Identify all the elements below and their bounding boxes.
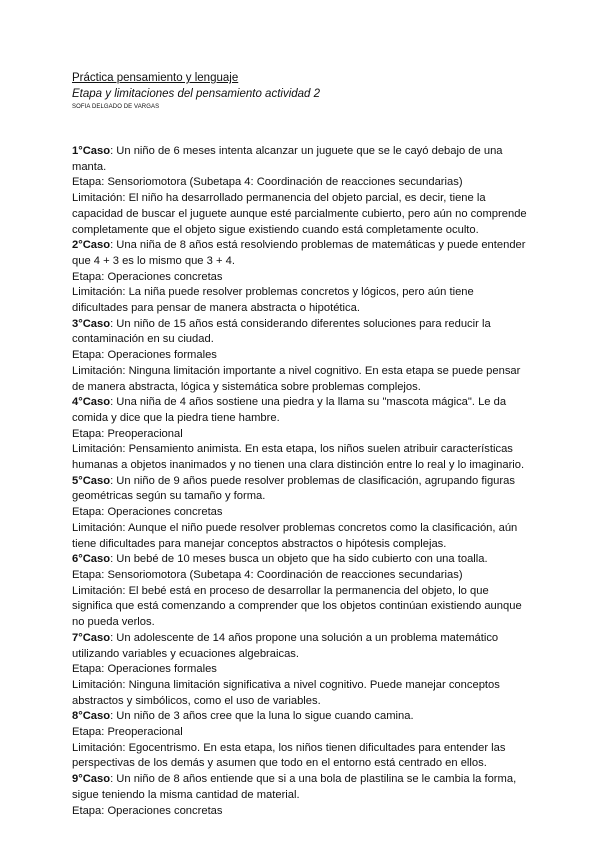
case-text: : Un niño de 6 meses intenta alcanzar un juguete que se le cayó debajo de una manta.	[72, 145, 503, 173]
case-stage: Etapa: Operaciones concretas	[72, 506, 223, 519]
case-stage: Etapa: Sensoriomotora (Subetapa 4: Coordinación de reacciones secundarias)	[72, 568, 463, 581]
case-limitation: Limitación: Aunque el niño puede resolver problemas concretos como la clasificación, aún tiene dificultades para manejar conceptos abstractos o hipótesis complejas.	[72, 521, 518, 550]
case-number: 5°Caso	[72, 474, 111, 487]
case-number: 3°Caso	[72, 317, 111, 330]
case-number: 6°Caso	[72, 553, 111, 566]
case-number: 7°Caso	[72, 631, 111, 644]
case-limitation: Limitación: Ninguna limitación importante a nivel cognitivo. En esta etapa se puede pensar de manera abstracta, lógica y sistemática sobre problemas complejos.	[72, 364, 521, 393]
case-number: 9°Caso	[72, 773, 111, 786]
case-number: 8°Caso	[72, 710, 111, 723]
case-text: : Una niña de 8 años está resolviendo problemas de matemáticas y puede entender que 4 + 3 es lo mismo que 3 + 4.	[72, 239, 526, 267]
case-description	[72, 709, 532, 725]
case-stage: Etapa: Preoperacional	[72, 427, 183, 440]
case-stage: Etapa: Operaciones formales	[72, 663, 217, 676]
case-description	[72, 238, 532, 269]
case-stage: Etapa: Operaciones concretas	[72, 804, 223, 817]
case-description	[72, 144, 532, 175]
case-stage: Etapa: Sensoriomotora (Subetapa 4: Coordinación de reacciones secundarias)	[72, 176, 463, 189]
case-text: : Un niño de 9 años puede resolver problemas de clasificación, agrupando figuras geométricas según su tamaño y forma.	[72, 474, 515, 503]
case-stage: Etapa: Preoperacional	[72, 726, 183, 739]
case-limitation: Limitación: Pensamiento animista. En esta etapa, los niños suelen atribuir características humanas a objetos inanimados y no tienen una clara distinción entre lo real y lo imaginario.	[72, 443, 525, 472]
case-description	[72, 772, 532, 803]
case-text: : Un niño de 3 años cree que la luna lo sigue cuando camina.	[110, 710, 414, 723]
case-description	[72, 631, 532, 662]
author-name: SOFIA DELGADO DE VARGAS	[72, 104, 160, 110]
case-limitation: Limitación: La niña puede resolver problemas concretos y lógicos, pero aún tiene dificultades para pensar de manera abstracta o hipotética.	[72, 286, 474, 315]
case-description	[72, 395, 532, 426]
case-limitation: Limitación: El niño ha desarrollado permanencia del objeto parcial, es decir, tiene la capacidad de buscar el juguete aunque esté parcialmente cubierto, pero aún no comprende completamente que el objeto sigue existiendo cuando está completamente oculto.	[72, 192, 527, 236]
case-stage: Etapa: Operaciones formales	[72, 349, 217, 362]
case-description	[72, 317, 532, 348]
case-text: : Una niña de 4 años sostiene una piedra y la llama su "mascota mágica". Le da comida y dice que la piedra tiene hambre.	[72, 396, 507, 424]
document-body	[72, 144, 532, 819]
case-limitation: Limitación: Ninguna limitación significativa a nivel cognitivo. Puede manejar conceptos abstractos y simbólicos, como el uso de variables.	[72, 678, 500, 707]
case-number: 4°Caso	[72, 396, 111, 409]
case-description	[72, 474, 532, 505]
document-subtitle: Etapa y limitaciones del pensamiento actividad 2	[72, 88, 321, 100]
case-limitation: Limitación: El bebé está en proceso de desarrollar la permanencia del objeto, lo que significa que está comenzando a comprender que los objetos continúan existiendo aunque no pueda verlos.	[72, 584, 522, 629]
document-title: Práctica pensamiento y lenguaje	[72, 72, 239, 84]
case-text: : Un niño de 8 años entiende que si a una bola de plastilina se le cambia la forma, sigue teniendo la misma cantidad de material.	[72, 773, 517, 801]
case-number: 2°Caso	[72, 239, 111, 252]
case-text: : Un niño de 15 años está considerando diferentes soluciones para reducir la contaminación en su ciudad.	[72, 317, 491, 346]
case-number: 1°Caso	[72, 145, 111, 157]
case-text: : Un bebé de 10 meses busca un objeto que ha sido cubierto con una toalla.	[110, 553, 488, 566]
case-description	[72, 552, 532, 568]
case-text: : Un adolescente de 14 años propone una solución a un problema matemático utilizando variables y ecuaciones algebraicas.	[72, 631, 499, 660]
case-stage: Etapa: Operaciones concretas	[72, 270, 223, 283]
case-limitation: Limitación: Egocentrismo. En esta etapa, los niños tienen dificultades para entender las perspectivas de los demás y asumen que todo en el entorno está centrado en ellos.	[72, 741, 506, 770]
